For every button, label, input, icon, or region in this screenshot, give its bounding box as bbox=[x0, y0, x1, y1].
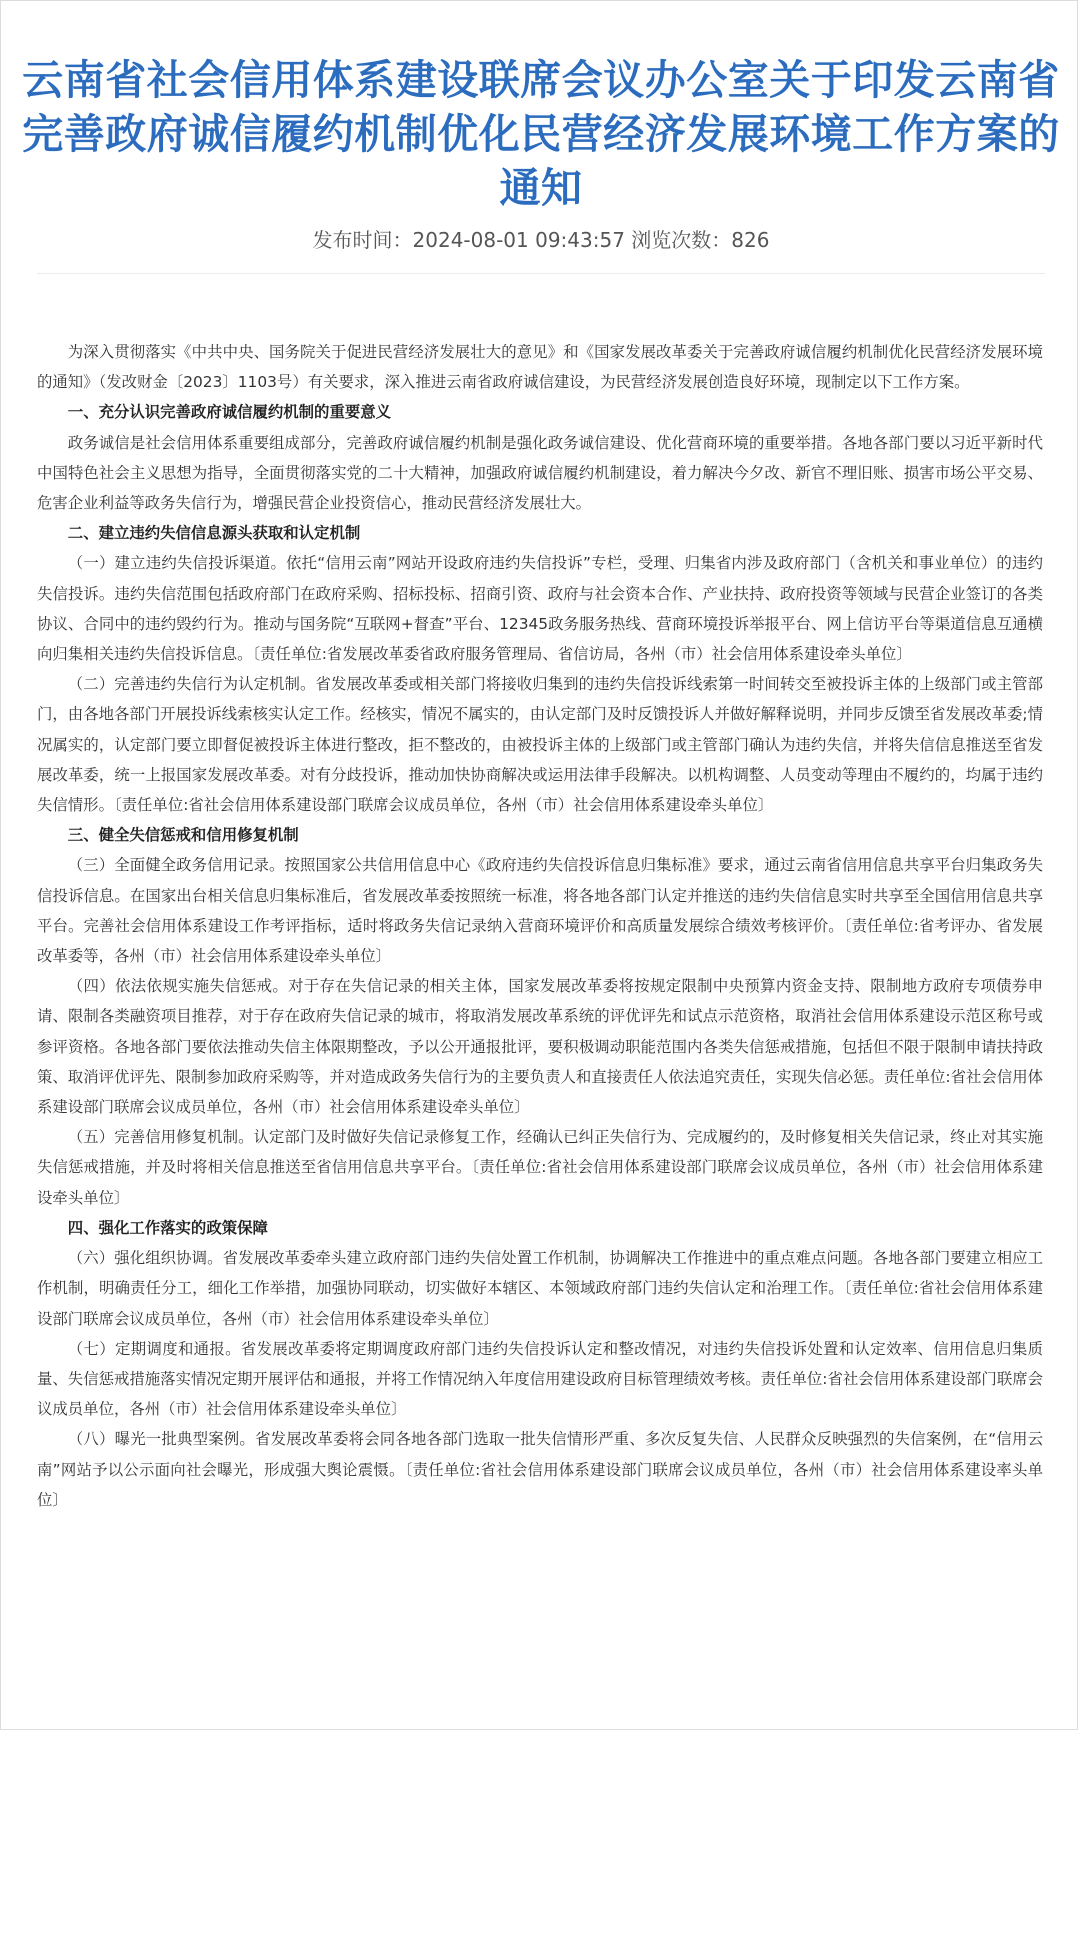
publish-time: 2024-08-01 09:43:57 bbox=[412, 228, 625, 252]
intro-paragraph: 为深入贯彻落实《中共中央、国务院关于促进民营经济发展壮大的意见》和《国家发展改革委关于完善政府诚信履约机制优化民营经济发展环境的通知》（发改财金〔2023〕1103号）有关要求，深入推进云南省政府诚信建设，为民营经济发展创造良好环境，现制定以下工作方案。 bbox=[37, 343, 1043, 392]
views-label: 浏览次数： bbox=[631, 228, 732, 252]
title-divider bbox=[37, 273, 1045, 274]
publish-time-label: 发布时间： bbox=[312, 228, 413, 252]
section-heading-1: 一、充分认识完善政府诚信履约机制的重要意义 bbox=[67, 403, 392, 422]
body-paragraph: （二）完善违约失信行为认定机制。省发展改革委或相关部门将接收归集到的违约失信投诉线索第一时间转交至被投诉主体的上级部门或主管部门，由各地各部门开展投诉线索核实认定工作。经核实，情况不属实的，由认定部门及时反馈投诉人并做好解释说明，并同步反馈至省发展改革委;情况属实的，认定部门要立即督促被投诉主体进行整改，拒不整改的，由被投诉主体的上级部门或主管部门确认为违约失信，并将失信信息推送至省发展改革委，统一上报国家发展改革委。对有分歧投诉，推动加快协商解决或运用法律手段解决。以机构调整、人员变动等理由不履约的，均属于违约失信情形。〔责任单位:省社会信用体系建设部门联席会议成员单位，各州（市）社会信用体系建设牵头单位〕 bbox=[37, 675, 1043, 815]
article-meta bbox=[1, 225, 1080, 255]
body-paragraph: （五）完善信用修复机制。认定部门及时做好失信记录修复工作，经确认已纠正失信行为、完成履约的，及时修复相关失信记录，终止对其实施失信惩戒措施，并及时将相关信息推送至省信用信息共享平台。〔责任单位:省社会信用体系建设部门联席会议成员单位，各州（市）社会信用体系建设牵头单位〕 bbox=[37, 1128, 1043, 1207]
section-heading-4: 四、强化工作落实的政策保障 bbox=[67, 1218, 268, 1237]
body-paragraph: （七）定期调度和通报。省发展改革委将定期调度政府部门违约失信投诉认定和整改情况，对违约失信投诉处置和认定效率、信用信息归集质量、失信惩戒措施落实情况定期开展评估和通报，并将工作情况纳入年度信用建设政府目标管理绩效考核。责任单位:省社会信用体系建设部门联席会议成员单位，各州（市）社会信用体系建设牵头单位〕 bbox=[37, 1339, 1043, 1419]
body-paragraph: （四）依法依规实施失信惩戒。对于存在失信记录的相关主体，国家发展改革委将按规定限制中央预算内资金支持、限制地方政府专项债券申请、限制各类融资项目推荐，对于存在政府失信记录的城市，将取消发展改革系统的评优评先和试点示范资格，取消社会信用体系建设示范区称号或参评资格。各地各部门要依法推动失信主体限期整改，予以公开通报批评，要积极调动职能范围内各类失信惩戒措施，包括但不限于限制申请扶持政策、取消评优评先、限制参加政府采购等，并对造成政务失信行为的主要负责人和直接责任人依法追究责任，实现失信必惩。责任单位:省社会信用体系建设部门联席会议成员单位，各州（市）社会信用体系建设牵头单位〕 bbox=[37, 977, 1043, 1117]
body-paragraph: （八）曝光一批典型案例。省发展改革委将会同各地各部门选取一批失信情形严重、多次反复失信、人民群众反映强烈的失信案例，在“信用云南”网站予以公示面向社会曝光，形成强大舆论震慑。〔责任单位:省社会信用体系建设部门联席会议成员单位，各州（市）社会信用体系建设率头单位〕 bbox=[37, 1430, 1043, 1509]
views-count: 826 bbox=[731, 228, 770, 252]
article-body bbox=[37, 337, 1043, 1515]
body-paragraph: （三）全面健全政务信用记录。按照国家公共信用信息中心《政府违约失信投诉信息归集标准》要求，通过云南省信用信息共享平台归集政务失信投诉信息。在国家出台相关信息归集标准后，省发展改革委按照统一标准，将各地各部门认定并推送的违约失信信息实时共享至全国信用信息共享平台。完善社会信用体系建设工作考评指标，适时将政务失信记录纳入营商环境评价和高质量发展综合绩效考核评价。〔责任单位:省考评办、省发展改革委等，各州（市）社会信用体系建设牵头单位〕 bbox=[37, 856, 1043, 966]
body-paragraph: 政务诚信是社会信用体系重要组成部分，完善政府诚信履约机制是强化政务诚信建设、优化营商环境的重要举措。各地各部门要以习近平新时代中国特色社会主义思想为指导，全面贯彻落实党的二十大精神，加强政府诚信履约机制建设，着力解决今夕改、新官不理旧账、损害市场公平交易、危害企业利益等政务失信行为，增强民营企业投资信心，推动民营经济发展壮大。 bbox=[37, 433, 1043, 513]
section-heading-3: 三、健全失信惩戒和信用修复机制 bbox=[67, 826, 299, 845]
section-heading-2: 二、建立违约失信信息源头获取和认定机制 bbox=[67, 524, 361, 543]
article-title: 云南省社会信用体系建设联席会议办公室关于印发云南省完善政府诚信履约机制优化民营经济发展环境工作方案的通知 bbox=[22, 56, 1060, 212]
body-paragraph: （六）强化组织协调。省发展改革委牵头建立政府部门违约失信处置工作机制，协调解决工作推进中的重点难点问题。各地各部门要建立相应工作机制，明确责任分工，细化工作举措，加强协同联动，切实做好本辖区、本领域政府部门违约失信认定和治理工作。〔责任单位:省社会信用体系建设部门联席会议成员单位，各州（市）社会信用体系建设牵头单位〕 bbox=[37, 1249, 1043, 1328]
body-paragraph: （一）建立违约失信投诉渠道。依托“信用云南”网站开设政府违约失信投诉”专栏，受理、归集省内涉及政府部门（含机关和事业单位）的违约失信投诉。违约失信范围包括政府部门在政府采购、招标投标、招商引资、政府与社会资本合作、产业扶持、政府投资等领域与民营企业签订的各类协议、合同中的违约毁约行为。推动与国务院“互联网+督查”平台、12345政务服务热线、营商环境投诉举报平台、网上信访平台等渠道信息互通横向归集相关违约失信投诉信息。〔责任单位:省发展改革委省政府服务管理局、省信访局，各州（市）社会信用体系建设牵头单位〕 bbox=[37, 554, 1043, 664]
